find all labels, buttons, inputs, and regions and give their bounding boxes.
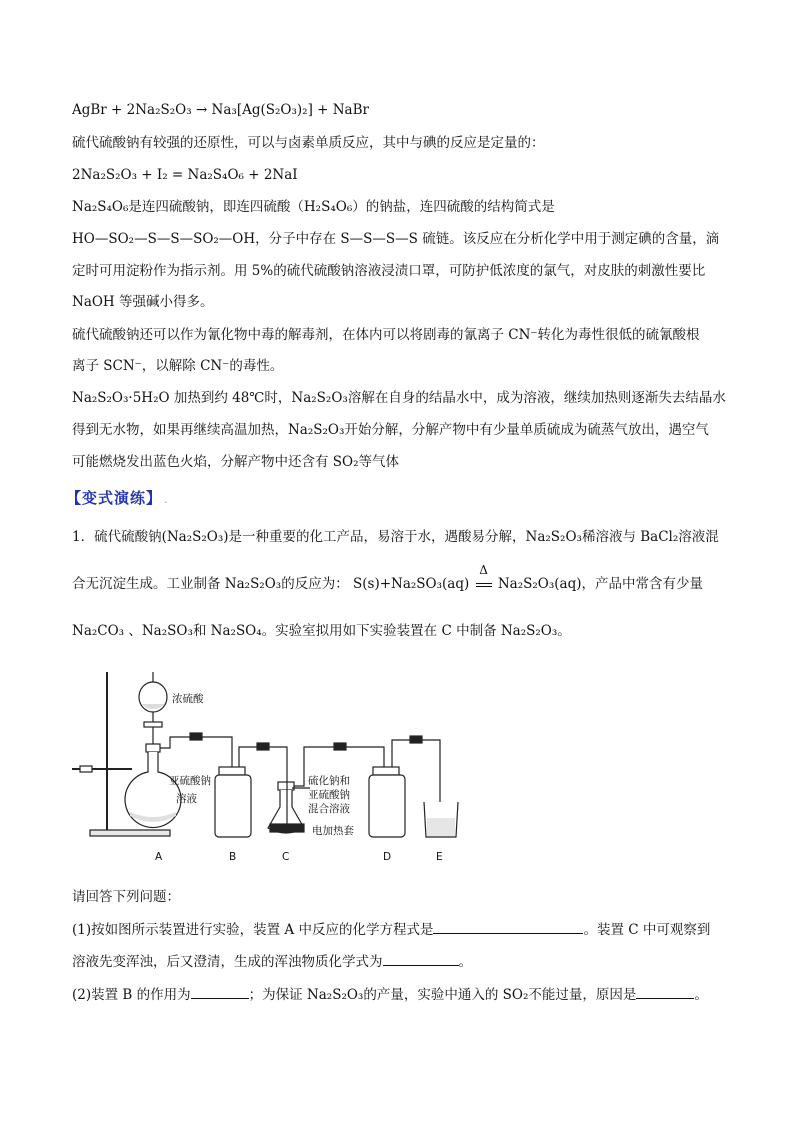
- bottle-b: [215, 775, 251, 837]
- label-mix-1: 硫化钠和: [308, 775, 350, 787]
- part-2-line: [72, 985, 708, 1004]
- section-title: 【变式演练】: [66, 489, 163, 507]
- question-1-line-b: [72, 563, 703, 593]
- answer-blank-4[interactable]: [636, 985, 694, 999]
- part-1-line-b: [72, 952, 472, 971]
- text-line-8: 硫代硫酸钠还可以作为氰化物中毒的解毒剂，在体内可以将剧毒的氰离子 CN⁻转化为毒性很低的硫氰酸根: [72, 327, 700, 343]
- label-b: B: [229, 851, 237, 863]
- label-e: E: [436, 851, 443, 863]
- text-line-6: 定时可用淀粉作为指示剂。用 5%的硫代硫酸钠溶液浸渍口罩，可防护低浓度的氯气，对皮肤的刺激性要比: [72, 263, 706, 279]
- part-2-end: 。: [694, 987, 708, 1003]
- answer-blank-3[interactable]: [191, 985, 249, 999]
- bottle-d: [369, 775, 405, 837]
- clamp-knob: [80, 766, 92, 772]
- part-2-mid: ；为保证 Na₂S₂O₃的产量，实验中通入的 SO₂不能过量，原因是: [248, 987, 637, 1003]
- question-1-line-a: 1．硫代硫酸钠(Na₂S₂O₃)是一种重要的化工产品，易溶于水，遇酸易分解，Na₂S₂O₃稀溶液与 BaCl₂溶液混: [72, 529, 719, 545]
- text-line-11: 得到无水物，如果再继续高温加热，Na₂S₂O₃开始分解，分解产物中有少量单质硫成为硫蒸气放出，遇空气: [72, 422, 709, 438]
- funnel-stopcock: [144, 722, 162, 727]
- text-line-10: Na₂S₂O₃·5H₂O 加热到约 48℃时，Na₂S₂O₃溶解在自身的结晶水中，成为溶液，继续加热则逐渐失去结晶水: [72, 390, 726, 406]
- label-sulfite-2: 溶液: [176, 793, 197, 805]
- text-line-2: 硫代硫酸钠有较强的还原性，可以与卤素单质反应，其中与碘的反应是定量的：: [72, 135, 545, 151]
- heater-body: [270, 824, 304, 832]
- text-line-9: 离子 SCN⁻，以解除 CN⁻的毒性。: [72, 358, 284, 374]
- label-mix-3: 混合溶液: [308, 803, 350, 815]
- tube-a-b: [160, 737, 232, 767]
- delta-symbol: Δ: [479, 563, 488, 577]
- label-c: C: [282, 851, 290, 863]
- apparatus-figure: [72, 662, 472, 867]
- label-acid: 浓硫酸: [172, 693, 204, 705]
- part-1b-text: 溶液先变浑浊，后又澄清，生成的浑浊物质化学式为: [72, 954, 383, 970]
- label-d: D: [383, 851, 392, 863]
- text-line-12: 可能燃烧发出蓝色火焰，分解产物中还含有 SO₂等气体: [72, 454, 400, 470]
- prompt-line: 请回答下列问题：: [72, 889, 180, 905]
- text-line-5: HO—SO₂—S—S—SO₂—OH，分子中存在 S—S—S—S 硫链。该反应在分析化学中用于测定碘的含量，滴: [72, 231, 720, 247]
- text-line-4: Na₂S₄O₆是连四硫酸钠，即连四硫酸（H₂S₄O₆）的钠盐，连四硫酸的结构简式是: [72, 199, 555, 215]
- part-2-text: (2)装置 B 的作用为: [72, 987, 191, 1003]
- label-sulfite-1: 亚硫酸钠: [169, 775, 211, 787]
- question-1-line-c: Na₂CO₃ 、Na₂SO₃和 Na₂SO₄。实验室拟用如下实验装置在 C 中制备 Na₂S₂O₃。: [72, 623, 571, 639]
- part-1b-end: 。: [458, 954, 472, 970]
- stand-base: [90, 830, 170, 836]
- part-1a-end: 。装置 C 中可观察到: [583, 922, 711, 938]
- heat-equals-sign: [474, 563, 494, 593]
- answer-blank-2[interactable]: [383, 952, 459, 966]
- answer-blank-1[interactable]: [433, 920, 583, 934]
- label-heater: 电加热套: [312, 825, 354, 837]
- part-1a-text: (1)按如图所示装置进行实验，装置 A 中反应的化学方程式是: [72, 922, 434, 938]
- label-a: A: [155, 851, 163, 863]
- text-line-1: AgBr + 2Na₂S₂O₃ → Na₃[Ag(S₂O₃)₂] + NaBr: [72, 102, 369, 118]
- reaction-left: 合无沉淀生成。工业制备 Na₂S₂O₃的反应为： S(s)+Na₂SO₃(aq): [72, 576, 470, 592]
- part-1-line-a: [72, 920, 710, 939]
- section-heading: [66, 487, 169, 508]
- reaction-right: Na₂S₂O₃(aq)，产品中常含有少量: [497, 576, 703, 592]
- text-line-3: 2Na₂S₂O₃ + I₂ = Na₂S₄O₆ + 2NaI: [72, 167, 298, 183]
- text-line-7: NaOH 等强碱小得多。: [72, 294, 214, 310]
- section-dot: .: [164, 493, 169, 506]
- apparatus-drawing: [72, 672, 458, 837]
- label-mix-2: 亚硫酸钠: [308, 789, 350, 801]
